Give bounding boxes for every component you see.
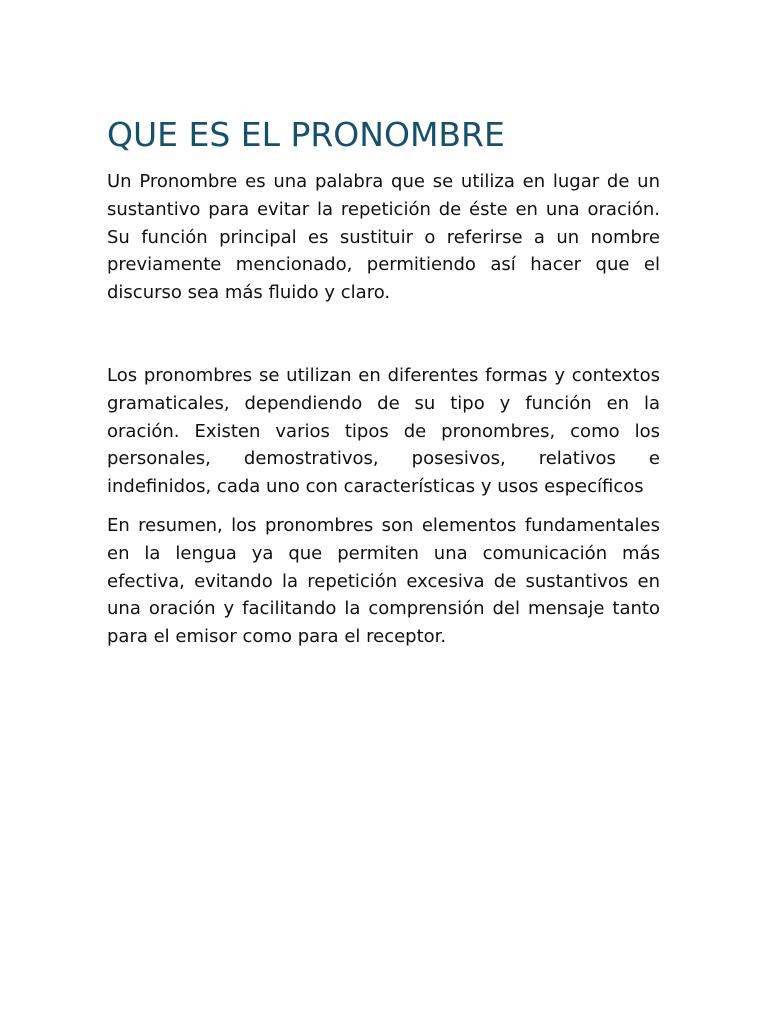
paragraph-2: Los pronombres se utilizan en diferentes formas y contextos gramaticales, dependiendo de su tipo y función en la oración. Existen varios tipos de pronombres, como los personales, demostrativos, posesivos, relativos e indefinidos, cada uno con características y usos específicos [107,364,660,498]
paragraph-spacer [107,307,660,362]
document-page [107,112,660,651]
paragraph-1: Un Pronombre es una palabra que se utiliza en lugar de un sustantivo para evitar la repetición de éste en una oración. Su función principal es sustituir o referirse a un nombre previamente mencionado, permitiendo así hacer que el discurso sea más fluido y claro. [107,171,660,304]
paragraph-spacer [107,501,660,512]
paragraph-3: En resumen, los pronombres son elementos fundamentales en la lengua ya que permiten una comunicación más efectiva, evitando la repetición excesiva de sustantivos en una oración y facilitando la comprensión del mensaje tanto para el emisor como para el receptor. [107,514,660,648]
page-title: QUE ES EL PRONOMBRE [107,115,505,154]
